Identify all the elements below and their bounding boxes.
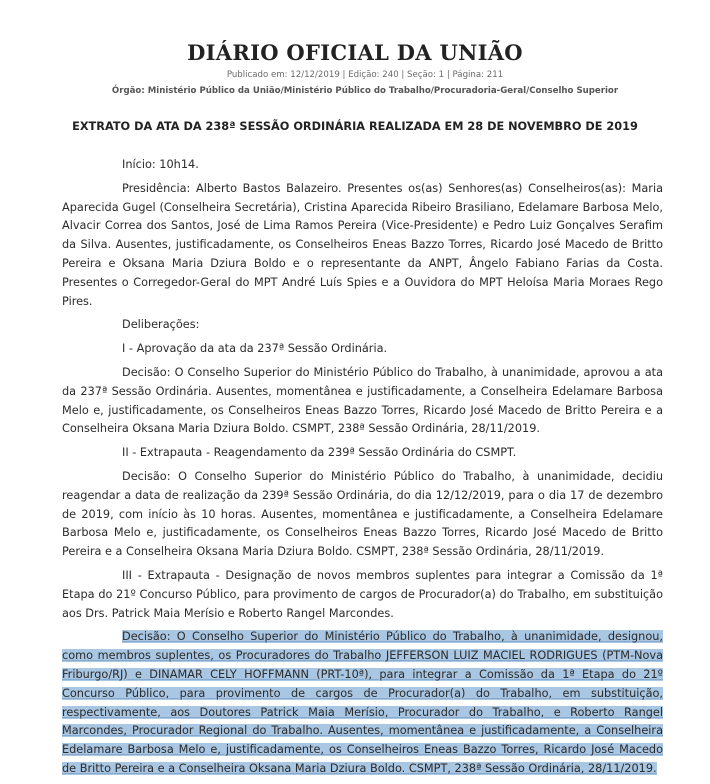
paragraph-deliberacoes: Deliberações: xyxy=(122,318,200,332)
document-body xyxy=(62,156,663,784)
paragraph-item-i: I - Aprovação da ata da 237ª Sessão Ordinária. xyxy=(122,342,388,356)
paragraph-decisao-iii-selected[interactable] xyxy=(62,628,663,778)
paragraph-presidencia: Presidência: Alberto Bastos Balazeiro. Presentes os(as) Senhores(as) Conselheiros(as): Maria Aparecida Gugel (Conselheira Secretária), Cristina Aparecida Ribeiro Brasiliano, Edelamare Barbosa Melo, Alvacir Correa dos Santos, José de Lima Ramos Pereira (Vice-Presidente) e Pedro Luiz Gonçalves Serafim da Silva. Ausentes, justificadamente, os Conselheiros Eneas Bazzo Torres, Ricardo José Macedo de Britto Pereira e Oksana Maria Dziura Boldo e o representante da ANPT, Ângelo Fabiano Farias da Costa. Presentes o Corregedor-Geral do MPT André Luís Spies e a Ouvidora do MPT Heloísa Maria Moraes Rego Pires. xyxy=(62,181,663,308)
paragraph-decisao-i: Decisão: O Conselho Superior do Ministério Público do Trabalho, à unanimidade, aprovou a ata da 237ª Sessão Ordinária. Ausentes, momentânea e justificadamente, a Conselheira Edelamare Barbosa Melo e, justificadamente, os Conselheiros Eneas Bazzo Torres, Ricardo José Macedo de Britto Pereira e a Conselheira Oksana Maria Dziura Boldo. CSMPT, 238ª Sessão Ordinária, 28/11/2019. xyxy=(62,365,663,436)
paragraph-inicio: Início: 10h14. xyxy=(122,158,199,171)
document-title: EXTRATO DA ATA DA 238ª SESSÃO ORDINÁRIA REALIZADA EM 28 DE NOVEMBRO DE 2019 xyxy=(72,120,638,133)
publication-info: Publicado em: 12/12/2019 | Edição: 240 | Seção: 1 | Página: 211 xyxy=(226,70,504,80)
masthead-title: DIÁRIO OFICIAL DA UNIÃO xyxy=(187,40,523,65)
orgao-value: Ministério Público da União/Ministério Público do Trabalho/Procuradoria-Geral/Conselho Superior xyxy=(147,86,619,96)
orgao-line xyxy=(0,86,710,96)
paragraph-decisao-ii: Decisão: O Conselho Superior do Ministério Público do Trabalho, à unanimidade, decidiu reagendar a data de realização da 239ª Sessão Ordinária, do dia 12/12/2019, para o dia 17 de dezembro de 2019, com início às 10 horas. Ausentes, momentânea e justificadamente, a Conselheira Edelamare Barbosa Melo e, justificadamente, os Conselheiros Eneas Bazzo Torres, Ricardo José Macedo de Britto Pereira e a Conselheira Oksana Maria Dziura Boldo. CSMPT, 238ª Sessão Ordinária, 28/11/2019. xyxy=(62,469,663,559)
selected-text[interactable]: Decisão: O Conselho Superior do Ministério Público do Trabalho, à unanimidade, designou, como membros suplentes, os Procuradores do Trabalho JEFFERSON LUIZ MACIEL RODRIGUES (PTM-Nova Friburgo/RJ) e DINAMAR CELY HOFFMANN (PRT-10ª), para integrar a Comissão da 1ª Etapa do 21º Concurso Público, para provimento de cargos de Procurador(a) do Trabalho, em substituição, respectivamente, aos Doutores Patrick Maia Merísio, Procurador do Trabalho, e Roberto Rangel Marcondes, Procurador Regional do Trabalho. Ausentes, momentânea e justificadamente, a Conselheira Edelamare Barbosa Melo e, justificadamente, os Conselheiros Eneas Bazzo Torres, Ricardo José Macedo de Britto Pereira e a Conselheira Oksana Maria Dziura Boldo. CSMPT, 238ª Sessão Ordinária, 28/11/2019. xyxy=(62,630,663,775)
orgao-label: Órgão: xyxy=(111,86,145,96)
paragraph-item-iii: III - Extrapauta - Designação de novos membros suplentes para integrar a Comissão da 1ª Etapa do 21º Concurso Público, para provimento de cargos de Procurador(a) do Trabalho, em substituição aos Drs. Patrick Maia Merísio e Roberto Rangel Marcondes. xyxy=(62,568,663,620)
paragraph-item-ii: II - Extrapauta - Reagendamento da 239ª Sessão Ordinária do CSMPT. xyxy=(122,446,517,460)
